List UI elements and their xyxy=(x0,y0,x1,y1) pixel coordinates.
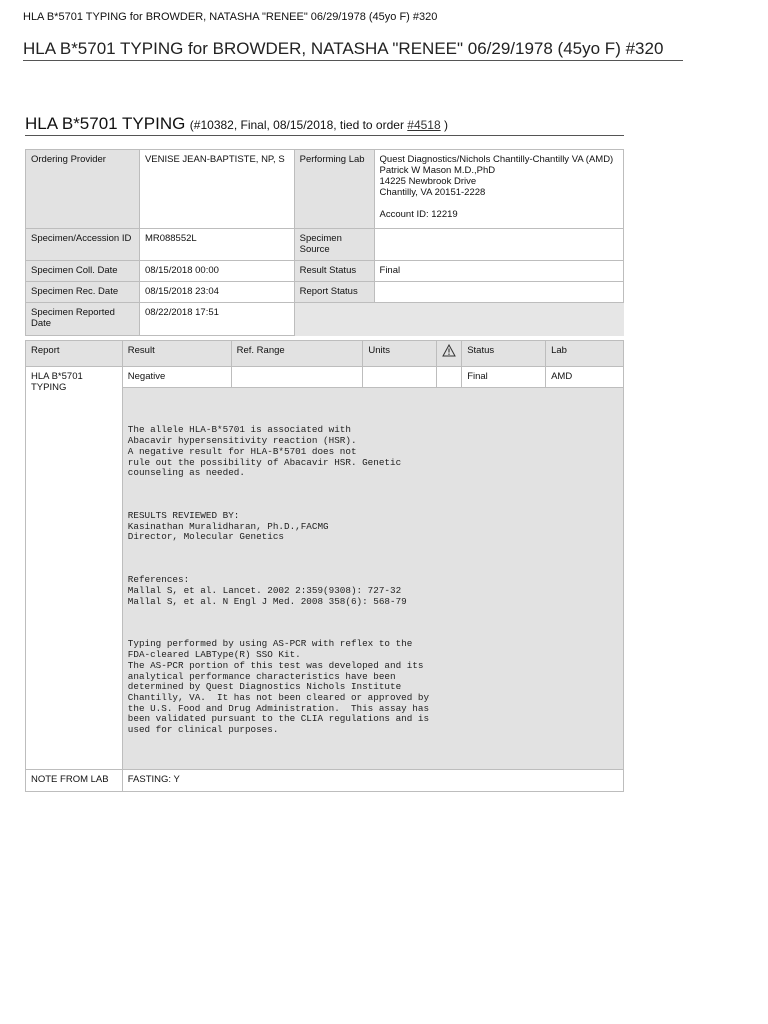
result-value: Negative xyxy=(122,367,231,388)
performing-lab-label: Performing Lab xyxy=(294,150,374,229)
col-header-status: Status xyxy=(462,341,546,367)
comment-paragraph: The allele HLA-B*5701 is associated with Abacavir hypersensitivity reaction (HSR). A negative result for HLA-B*5701 does not rule out the possibility of Abacavir HSR. Genetic counseling as needed. xyxy=(127,424,402,479)
note-value: FASTING: Y xyxy=(122,770,623,792)
result-comment-text xyxy=(128,404,618,757)
note-label: NOTE FROM LAB xyxy=(26,770,123,792)
specimen-source-value xyxy=(374,229,623,261)
accession-label: Specimen/Accession ID xyxy=(26,229,140,261)
warning-triangle-icon xyxy=(442,344,456,357)
page-title: HLA B*5701 TYPING for BROWDER, NATASHA "RENEE" 06/29/1978 (45yo F) #320 xyxy=(23,39,683,61)
result-ref-range xyxy=(231,367,363,388)
result-status-label: Result Status xyxy=(294,261,374,282)
account-id: Account ID: 12219 xyxy=(379,209,458,220)
ordering-provider-value: VENISE JEAN-BAPTISTE, NP, S xyxy=(139,150,294,229)
coll-date-label: Specimen Coll. Date xyxy=(26,261,140,282)
rec-date-value: 08/15/2018 23:04 xyxy=(139,282,294,303)
comment-paragraph: RESULTS REVIEWED BY: Kasinathan Muralidharan, Ph.D.,FACMG Director, Molecular Genetics xyxy=(127,510,329,543)
result-status: Final xyxy=(462,367,546,388)
test-name: HLA B*5701 TYPING xyxy=(25,114,186,133)
performing-lab-value xyxy=(374,150,623,229)
accession-value: MR088552L xyxy=(139,229,294,261)
result-comment xyxy=(122,388,623,770)
result-flag xyxy=(437,367,462,388)
specimen-source-label: Specimen Source xyxy=(294,229,374,261)
performing-lab-line: Chantilly, VA 20151-2228 xyxy=(379,187,486,198)
performing-lab-line: Quest Diagnostics/Nichols Chantilly-Chantilly VA (AMD) xyxy=(379,154,614,165)
performing-lab-line: 14225 Newbrook Drive xyxy=(379,176,477,187)
col-header-result: Result xyxy=(122,341,231,367)
result-status-value: Final xyxy=(374,261,623,282)
col-header-ref-range: Ref. Range xyxy=(231,341,363,367)
col-header-flag xyxy=(437,341,462,367)
page-header-small: HLA B*5701 TYPING for BROWDER, NATASHA "RENEE" 06/29/1978 (45yo F) #320 xyxy=(23,11,438,23)
comment-paragraph: Typing performed by using AS-PCR with reflex to the FDA-cleared LABType(R) SSO Kit. The AS-PCR portion of this test was developed and its analytical performance characteristics have been determined by Quest Diagnostics Nichols Institute Chantilly, VA. It has not been cleared or approved by the U.S. Food and Drug Administration. This assay has been validated pursuant to the CLIA regulations and is used for clinical purposes. xyxy=(127,638,430,736)
col-header-report: Report xyxy=(26,341,123,367)
specimen-info-table xyxy=(25,149,624,336)
performing-lab-line: Patrick W Mason M.D.,PhD xyxy=(379,165,496,176)
results-table xyxy=(25,340,624,792)
result-lab: AMD xyxy=(546,367,624,388)
comment-paragraph: References: Mallal S, et al. Lancet. 2002 2:359(9308): 727-32 Mallal S, et al. N Engl J Med. 2008 358(6): 568-79 xyxy=(127,574,407,607)
table-row xyxy=(26,367,624,388)
rec-date-label: Specimen Rec. Date xyxy=(26,282,140,303)
filler-cell xyxy=(294,303,623,336)
result-units xyxy=(363,367,437,388)
report-status-value xyxy=(374,282,623,303)
result-report-name: HLA B*5701 TYPING xyxy=(26,367,123,770)
col-header-lab: Lab xyxy=(546,341,624,367)
coll-date-value: 08/15/2018 00:00 xyxy=(139,261,294,282)
test-details-suffix: ) xyxy=(440,118,448,132)
test-details-prefix: (#10382, Final, 08/15/2018, tied to order xyxy=(189,118,408,132)
ordering-provider-label: Ordering Provider xyxy=(26,150,140,229)
reported-date-value: 08/22/2018 17:51 xyxy=(139,303,294,336)
order-link[interactable]: #4518 xyxy=(407,118,441,132)
section-title xyxy=(25,114,624,136)
col-header-units: Units xyxy=(363,341,437,367)
reported-date-label: Specimen Reported Date xyxy=(26,303,140,336)
report-status-label: Report Status xyxy=(294,282,374,303)
